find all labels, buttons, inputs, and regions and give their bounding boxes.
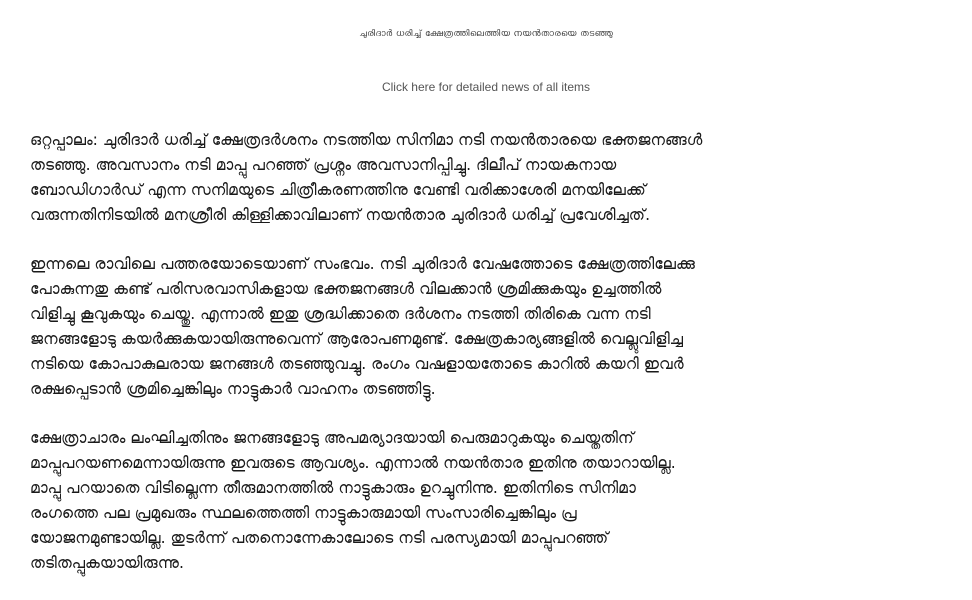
page-title: ചുരിദാര്‍ ധരിച്ച് ക്ഷേത്രത്തിലെത്തിയ നയന്‍താരയെ തടഞ്ഞു — [359, 29, 613, 39]
paragraph-line: തടഞ്ഞു. അവസാനം നടി മാപ്പു പറഞ്ഞ് പ്രശ്നം അവസാനിപ്പിച്ചു. ദിലീപ് നായകനായ — [30, 156, 617, 174]
paragraph-line: ഒറ്റപ്പാലം: ചുരിദാര്‍ ധരിച്ച് ക്ഷേത്രദര്‍ശനം നടത്തിയ സിനിമാ നടി നയന്‍താരയെ ഭക്തജനങ്ങള്‍ — [30, 131, 703, 149]
paragraph-line: ഇന്നലെ രാവിലെ പത്തരയോടെയാണ് സംഭവം. നടി ചുരിദാര്‍ വേഷത്തോടെ ക്ഷേത്രത്തിലേക്കു — [30, 255, 695, 273]
paragraph-2 — [30, 252, 950, 402]
detailed-news-link[interactable]: Click here for detailed news of all items — [381, 80, 591, 94]
paragraph-line: വിളിച്ചു കൂവുകയും ചെയ്തു. എന്നാല്‍ ഇതു ശ്രദ്ധിക്കാതെ ദര്‍ശനം നടത്തി തിരികെ വന്ന നടി — [30, 305, 651, 323]
paragraph-line: യോജനമുണ്ടായില്ല. തുടര്‍ന്ന് പതനൊന്നേകാലോടെ നടി പരസ്യമായി മാപ്പുപറഞ്ഞ് — [30, 529, 609, 547]
paragraph-3 — [30, 426, 950, 576]
paragraph-1 — [30, 128, 950, 228]
paragraph-line: ജനങ്ങളോടു കയര്‍ക്കുകയായിരുന്നുവെന്ന് ആരോപണമുണ്ട്. ക്ഷേത്രകാര്യങ്ങളില്‍ വെല്ലുവിളിച്ച — [30, 330, 684, 348]
paragraph-line: നടിയെ കോപാകുലരായ ജനങ്ങള്‍ തടഞ്ഞുവച്ചു. രംഗം വഷളായതോടെ കാറില്‍ കയറി ഇവര്‍ — [30, 355, 684, 373]
paragraph-line: രംഗത്തെ പല പ്രമുഖരും സ്ഥലത്തെത്തി നാട്ടുകാരുമായി സംസാരിച്ചെങ്കിലും പ്ര — [30, 504, 577, 522]
paragraph-line: മാപ്പു പറയാതെ വിടില്ലെന്ന തീരുമാനത്തില്‍ നാട്ടുകാരും ഉറച്ചുനിന്നു. ഇതിനിടെ സിനിമാ — [30, 479, 636, 497]
paragraph-line: രക്ഷപ്പെടാന്‍ ശ്രമിച്ചെങ്കിലും നാട്ടുകാര്‍ വാഹനം തടഞ്ഞിട്ടു. — [30, 380, 436, 398]
paragraph-line: പോകുന്നതു കണ്ട് പരിസരവാസികളായ ഭക്തജനങ്ങള്‍ വിലക്കാന്‍ ശ്രമിക്കുകയും ഉച്ചത്തില്‍ — [30, 280, 662, 298]
paragraph-line: ക്ഷേത്രാചാരം ലംഘിച്ചതിനും ജനങ്ങളോടു അപമര്യാദയായി പെരുമാറുകയും ചെയ്തതിന് — [30, 429, 634, 447]
paragraph-line: വരുന്നതിനിടയില്‍ മനശ്രീരി കിള്ളിക്കാവിലാണ് നയന്‍താര ചുരിദാര്‍ ധരിച്ച് പ്രവേശിച്ചത്. — [30, 206, 651, 224]
paragraph-line: തടിതപ്പുകയായിരുന്നു. — [30, 554, 184, 572]
paragraph-line: മാപ്പുപറയണമെന്നായിരുന്നു ഇവരുടെ ആവശ്യം. എന്നാല്‍ നയന്‍താര ഇതിനു തയാറായില്ല. — [30, 454, 676, 472]
paragraph-line: ബോഡിഗാര്‍ഡ് എന്ന സനിമയുടെ ചിത്രീകരണത്തിനു വേണ്ടി വരിക്കാശേരി മനയിലേക്ക് — [30, 181, 646, 199]
article-body — [30, 128, 950, 600]
